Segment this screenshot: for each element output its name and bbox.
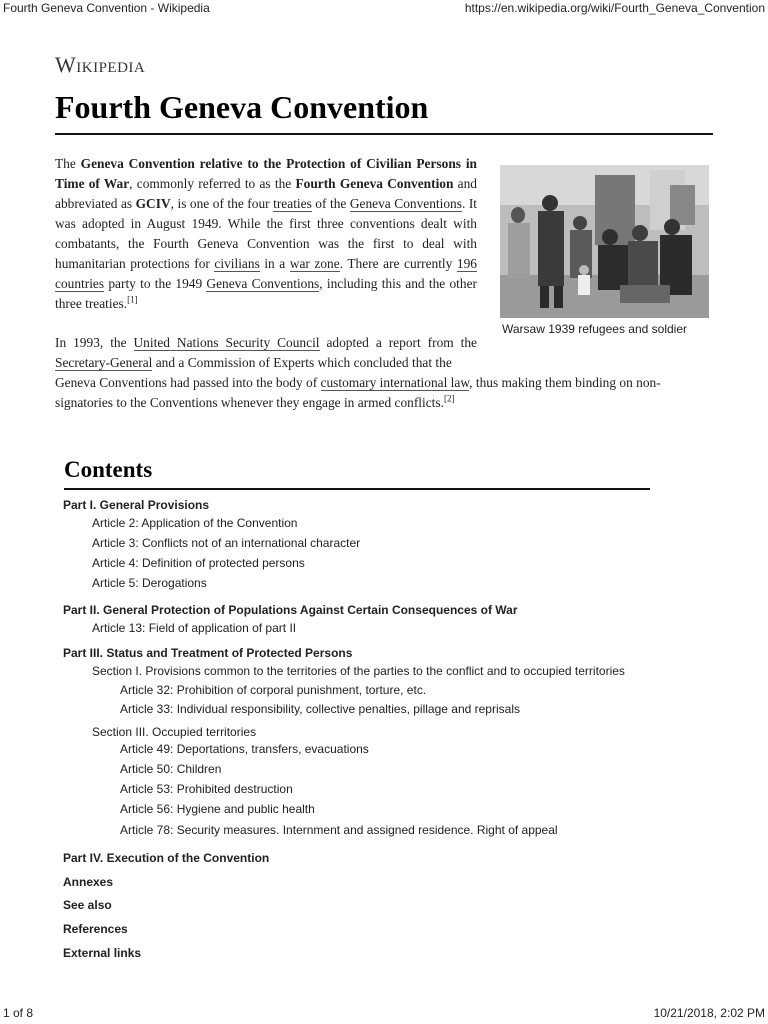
print-footer-datetime: 10/21/2018, 2:02 PM	[653, 1006, 765, 1020]
wikipedia-wordmark[interactable]: Wikipedia	[55, 52, 146, 77]
lead-text: , is one of the four	[170, 196, 274, 211]
toc-article-49[interactable]: Article 49: Deportations, transfers, evacuations	[120, 742, 369, 756]
p2-text: In 1993, the	[55, 335, 134, 350]
lead-text: in a	[259, 256, 290, 271]
link-war-zone[interactable]: war zone	[289, 256, 340, 271]
lead-bold-abbreviation: GCIV	[135, 196, 171, 211]
toc-article-5[interactable]: Article 5: Derogations	[92, 576, 207, 590]
toc-article-56[interactable]: Article 56: Hygiene and public health	[120, 802, 315, 816]
link-customary-international-law[interactable]: customary international law	[320, 375, 470, 390]
contents-heading: Contents	[64, 457, 153, 482]
lead-text: party to the 1949	[104, 276, 207, 291]
toc-section-1[interactable]: Section I. Provisions common to the territories of the parties to the conflict and to occupied territories	[92, 664, 625, 678]
print-header	[0, 1, 768, 17]
toc-article-32[interactable]: Article 32: Prohibition of corporal punishment, torture, etc.	[120, 683, 427, 697]
toc-see-also[interactable]: See also	[63, 898, 112, 912]
title-divider	[55, 133, 713, 135]
link-secretary-general[interactable]: Secretary-General	[55, 355, 153, 370]
print-footer	[0, 1006, 768, 1022]
toc-article-2[interactable]: Article 2: Application of the Convention	[92, 516, 298, 530]
second-paragraph	[55, 333, 713, 413]
historical-photo-icon[interactable]	[500, 165, 709, 318]
p2-text: and a Commission of Experts which concluded that the	[152, 355, 452, 370]
lead-text: and abbreviated as	[55, 176, 477, 211]
lead-bold-full-name: Geneva Convention relative to the Protection of Civilian Persons in Time of War	[55, 156, 477, 191]
lead-bold-short-name: Fourth Geneva Convention	[295, 176, 454, 191]
toc-article-50[interactable]: Article 50: Children	[120, 762, 222, 776]
toc-section-3[interactable]: Section III. Occupied territories	[92, 725, 257, 739]
print-header-url: https://en.wikipedia.org/wiki/Fourth_Geneva_Convention	[464, 1, 765, 15]
toc-external-links[interactable]: External links	[63, 946, 142, 960]
lead-paragraph	[55, 154, 477, 314]
toc-article-3[interactable]: Article 3: Conflicts not of an international character	[92, 536, 361, 550]
link-civilians[interactable]: civilians	[214, 256, 260, 271]
toc-article-13[interactable]: Article 13: Field of application of part II	[92, 621, 297, 635]
p2-text: Geneva Conventions had passed into the body of	[55, 375, 321, 390]
link-treaties[interactable]: treaties	[273, 196, 312, 211]
lead-text: , including this and the other three treaties.	[55, 276, 477, 311]
lead-text: of the	[311, 196, 350, 211]
toc-references[interactable]: References	[63, 922, 128, 936]
toc-article-4[interactable]: Article 4: Definition of protected persons	[92, 556, 305, 570]
p2-text: , thus making them binding on non-signatories to the Conventions whenever they engage in armed conflicts.	[55, 375, 661, 410]
toc-part-1[interactable]: Part I. General Provisions	[63, 498, 210, 512]
toc-part-2[interactable]: Part II. General Protection of Populations Against Certain Consequences of War	[63, 603, 518, 617]
link-geneva-conventions[interactable]: Geneva Conventions	[349, 196, 462, 211]
reference-1[interactable]: [1]	[127, 294, 138, 305]
infobox-figure	[500, 165, 710, 336]
toc-article-78[interactable]: Article 78: Security measures. Internment and assigned residence. Right of appeal	[120, 823, 558, 837]
reference-2[interactable]: [2]	[443, 393, 455, 404]
contents-divider	[64, 488, 650, 490]
link-196-countries[interactable]: 196 countries	[55, 256, 477, 291]
toc-part-3[interactable]: Part III. Status and Treatment of Protected Persons	[63, 646, 353, 660]
lead-text: . There are currently	[339, 256, 457, 271]
link-un-security-council[interactable]: United Nations Security Council	[133, 335, 320, 350]
print-header-title: Fourth Geneva Convention - Wikipedia	[3, 1, 210, 15]
p2-text: adopted a report from the	[319, 335, 477, 350]
second-paragraph-narrow	[55, 333, 477, 373]
lead-text: The	[55, 156, 81, 171]
toc-part-4[interactable]: Part IV. Execution of the Convention	[63, 851, 270, 865]
toc-annexes[interactable]: Annexes	[63, 875, 114, 889]
page-title: Fourth Geneva Convention	[55, 89, 429, 125]
print-footer-page: 1 of 8	[3, 1006, 34, 1020]
lead-text: , commonly referred to as the	[129, 176, 296, 191]
link-geneva-conventions-2[interactable]: Geneva Conventions	[206, 276, 320, 291]
toc-article-53[interactable]: Article 53: Prohibited destruction	[120, 782, 293, 796]
toc-article-33[interactable]: Article 33: Individual responsibility, collective penalties, pillage and reprisals	[120, 702, 520, 716]
figure-caption: Warsaw 1939 refugees and soldier	[502, 322, 687, 336]
lead-text: . It was adopted in August 1949. While the first three conventions dealt with combatants, the Fourth Geneva Convention was the first to deal with humanitarian protections for	[55, 196, 478, 271]
